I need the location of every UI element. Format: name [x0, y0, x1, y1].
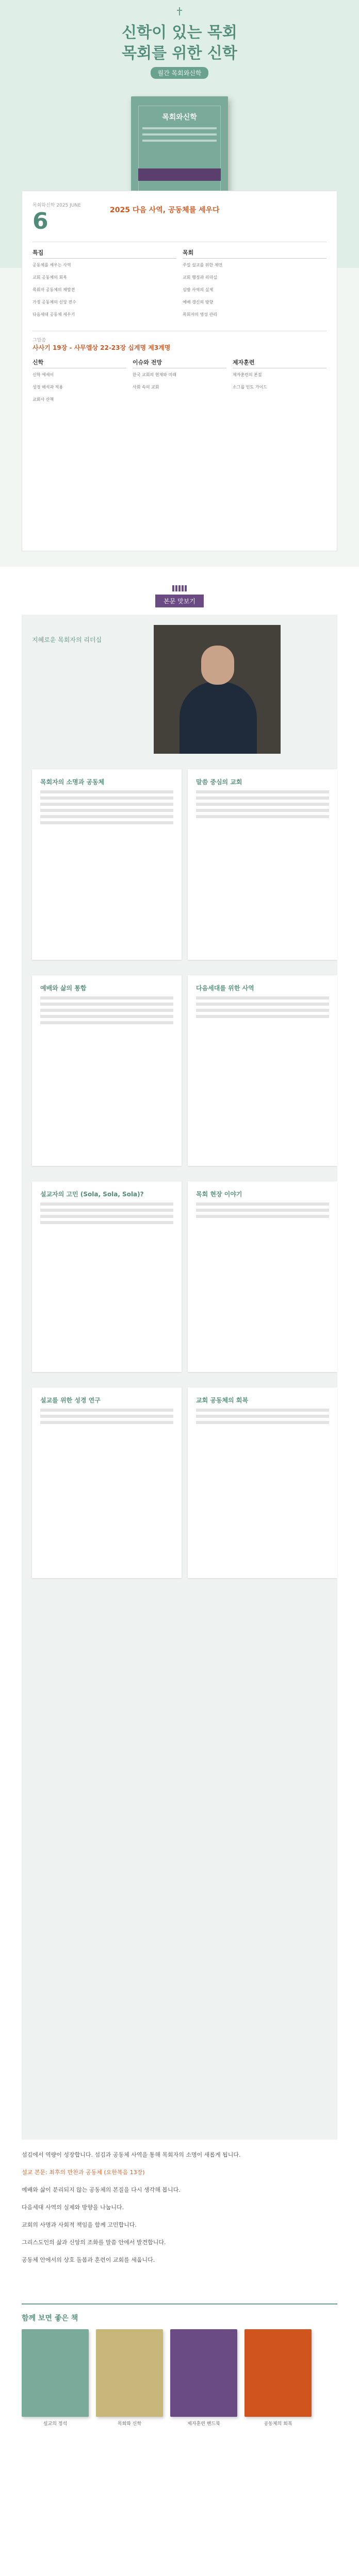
toc-item[interactable]: 제자훈련의 본질	[233, 372, 262, 377]
toc-col3-head: 신학	[32, 359, 126, 368]
body-paragraph: 섬김에서 역량이 성장합니다. 섬김과 공동체 사역을 통해 목회자의 소명이 새롭게 됩니다.	[22, 2151, 241, 2158]
body-paragraph: 교회의 사명과 사회적 책임을 함께 고민합니다.	[22, 2222, 137, 2228]
issue-label: 목회와신학 2025 JUNE	[32, 203, 81, 208]
toc-column-theology	[32, 359, 126, 409]
toc-item[interactable]: 소그룹 인도 가이드	[233, 385, 267, 389]
related-books-title: 함께 보면 좋은 책	[22, 2314, 78, 2323]
hero-title-line1: 신학이 있는 목회	[122, 24, 237, 42]
body-paragraph: 다음세대 사역의 실제와 방향을 나눕니다.	[22, 2204, 124, 2211]
toc-col1-head: 특집	[32, 249, 176, 259]
page-title: 예배와 삶의 통합	[40, 985, 87, 992]
related-book[interactable]	[96, 2329, 163, 2427]
related-books-grid	[22, 2329, 337, 2427]
page-title: 교회 공동체의 회복	[196, 1397, 249, 1404]
toc-col4-head: 이슈와 전망	[133, 359, 226, 368]
preview-page	[188, 769, 337, 960]
hero-title-line2: 목회를 위한 신학	[122, 44, 237, 62]
page-title: 설교자의 고민 (Sola, Sola, Sola)?	[40, 1191, 144, 1198]
page-title: 목회자의 소명과 공동체	[40, 778, 105, 786]
toc-item[interactable]: 한국 교회의 현재와 미래	[133, 372, 176, 377]
book-title: 목회와신학	[162, 113, 197, 122]
hero-title	[122, 23, 237, 64]
body-paragraph: 그리스도인의 삶과 신앙의 조화를 말씀 안에서 발견합니다.	[22, 2239, 166, 2246]
toc-item[interactable]: 목회자 공동체의 재발견	[32, 287, 75, 292]
cross-icon	[177, 7, 182, 15]
preview-gallery	[22, 615, 337, 2140]
author-photo	[154, 625, 281, 754]
toc-item[interactable]: 교회 공동체의 회복	[32, 275, 67, 280]
toc-item[interactable]: 예배 갱신의 방향	[183, 300, 214, 304]
toc-item[interactable]: 공동체를 세우는 사역	[32, 263, 71, 267]
photo-head	[201, 646, 234, 685]
toc-item[interactable]: 주일 설교를 위한 제언	[183, 263, 223, 267]
lecture-title: 사사기 19장 - 사무엘상 22-23장 십계명 제3계명	[32, 344, 171, 351]
lecture-block	[32, 331, 327, 352]
related-book[interactable]	[170, 2329, 237, 2427]
page-title: 다음세대를 위한 사역	[196, 985, 254, 992]
related-book[interactable]	[22, 2329, 89, 2427]
toc-column-discipleship	[233, 359, 327, 409]
issue-number-text: 6	[32, 208, 48, 234]
page-title: 설교를 위한 성경 연구	[40, 1397, 101, 1404]
issue-theme: 2025 다음 사역, 공동체를 세우다	[110, 206, 220, 214]
toc-item[interactable]: 심방 사역의 실제	[183, 287, 214, 292]
toc-col2-head: 목회	[183, 249, 327, 259]
related-book-title: 제자훈련 핸드북	[187, 2421, 220, 2427]
related-book-title: 공동체의 회복	[264, 2421, 292, 2427]
related-book-title: 설교의 정석	[43, 2421, 68, 2427]
page-title: 말씀 중심의 교회	[196, 778, 242, 786]
toc-column-issue	[133, 359, 226, 409]
related-book[interactable]	[244, 2329, 312, 2427]
body-highlight: 설교 본문: 최후의 만찬과 공동체 (요한복음 13장)	[22, 2169, 145, 2176]
book-band	[138, 168, 221, 181]
toc-item[interactable]: 다음세대 공동체 세우기	[32, 312, 75, 317]
preview-page	[32, 1387, 182, 1578]
issue-number	[32, 201, 110, 234]
hero	[0, 0, 359, 567]
toc-item[interactable]: 목회자의 영성 관리	[183, 312, 217, 317]
hero-subtitle: 월간 목회와신학	[151, 67, 209, 79]
books-icon	[172, 585, 187, 591]
table-of-contents	[22, 191, 337, 551]
preview-page	[32, 975, 182, 1166]
toc-columns-bottom	[32, 359, 327, 409]
toc-header	[32, 201, 327, 242]
page-title: 목회 현장 이야기	[196, 1191, 242, 1198]
toc-item[interactable]: 교회사 산책	[32, 397, 54, 402]
preview-section-tag	[0, 585, 359, 607]
preview-page	[188, 975, 337, 1166]
preview-page	[188, 1181, 337, 1372]
body-paragraph: 예배와 삶이 분리되지 않는 공동체의 본질을 다시 생각해 봅니다.	[22, 2187, 181, 2193]
toc-item[interactable]: 교회 행정과 리더십	[183, 275, 217, 280]
toc-item[interactable]: 사회 속의 교회	[133, 385, 159, 389]
preview-page	[188, 1387, 337, 1578]
preview-page	[32, 1181, 182, 1372]
toc-column-feature	[32, 249, 176, 324]
toc-item[interactable]: 가정 공동체의 신앙 전수	[32, 300, 76, 304]
toc-columns	[32, 249, 327, 324]
lecture-label: 그말씀	[32, 338, 46, 343]
related-books	[22, 2303, 337, 2427]
related-book-title: 목회와 신학	[117, 2421, 142, 2427]
photo-body	[180, 682, 257, 754]
body-text	[0, 2140, 359, 2283]
photo-caption: 지혜로운 목회자의 리더십	[32, 636, 102, 643]
toc-item[interactable]: 성경 해석과 적용	[32, 385, 63, 389]
toc-item[interactable]: 신학 에세이	[32, 372, 54, 377]
body-paragraph: 공동체 안에서의 상호 돌봄과 훈련이 교회를 세웁니다.	[22, 2257, 155, 2263]
toc-column-ministry	[183, 249, 327, 324]
toc-col5-head: 제자훈련	[233, 359, 327, 368]
preview-page	[32, 769, 182, 960]
book-lines	[142, 127, 217, 146]
preview-label: 본문 맛보기	[155, 595, 204, 607]
